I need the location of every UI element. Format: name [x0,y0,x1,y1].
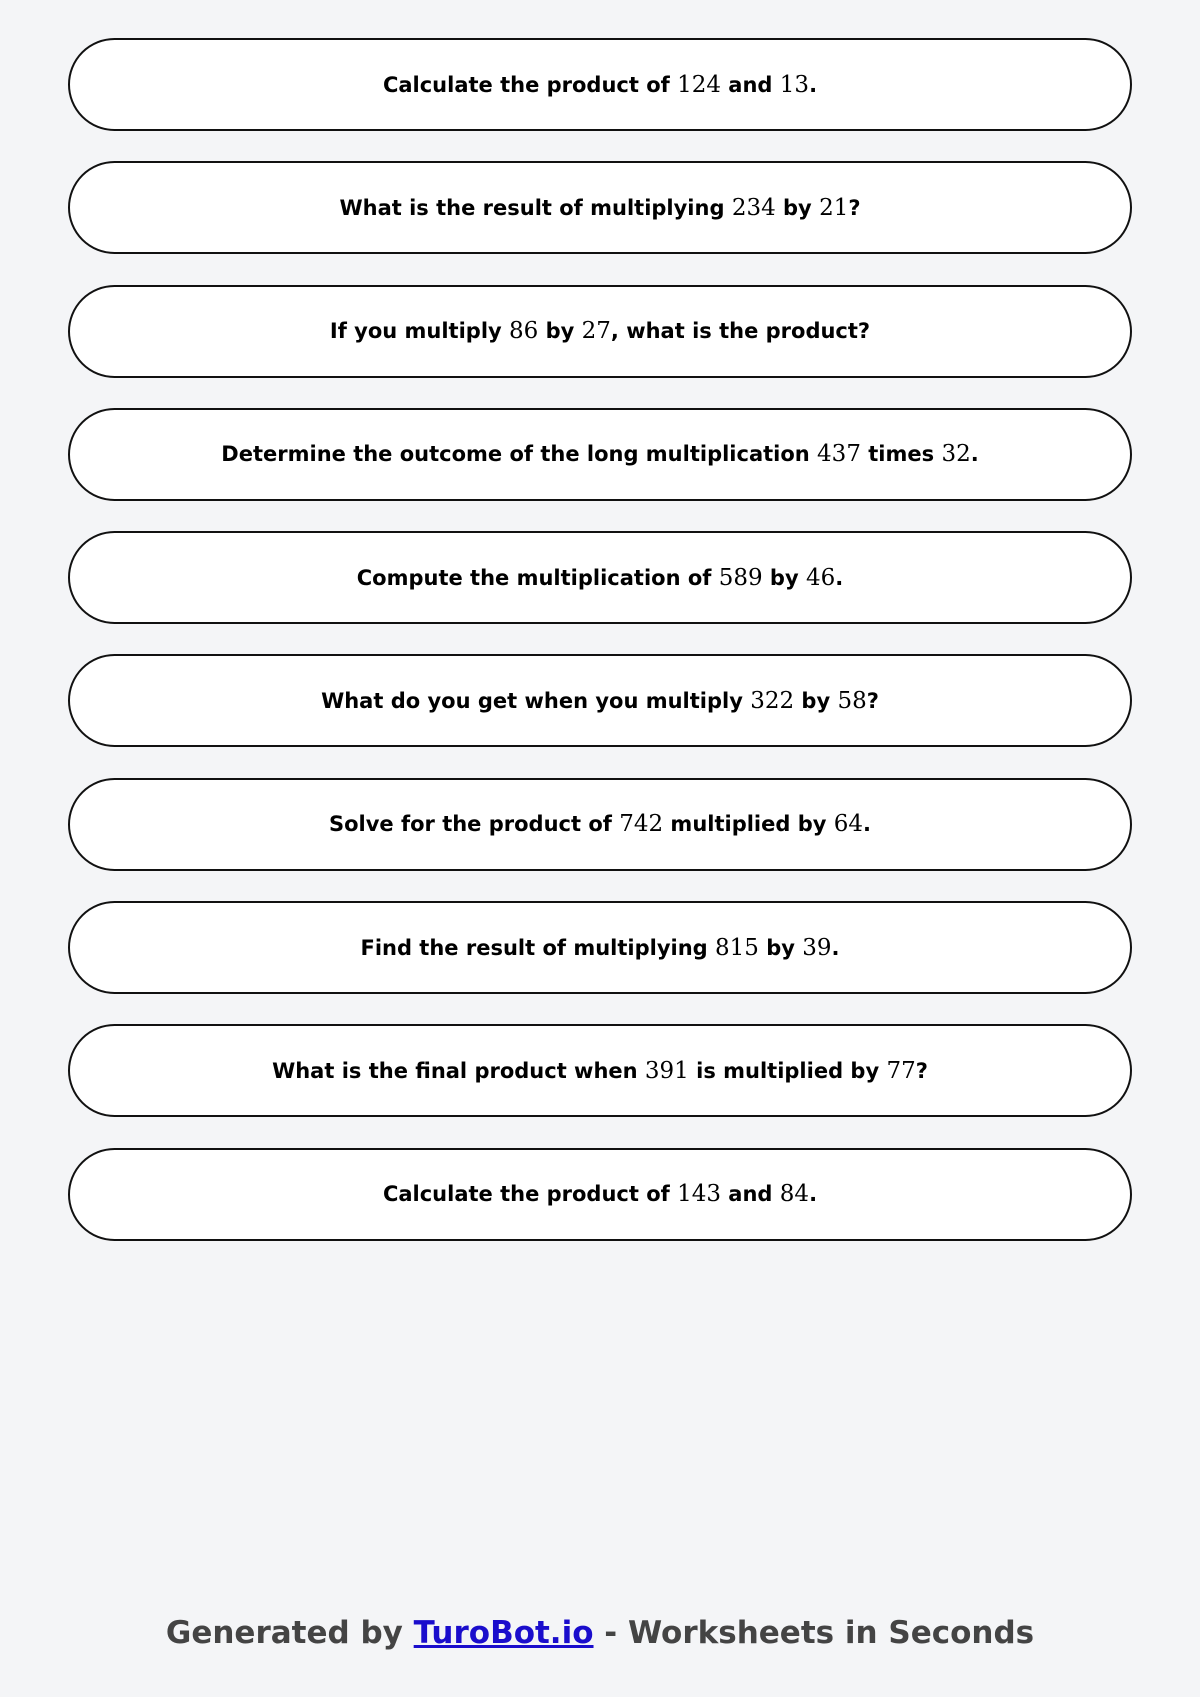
question-text-middle: by [538,319,582,344]
question-card [68,1024,1132,1117]
question-text-before: Calculate the product of [382,72,678,97]
question-number-second: 77 [886,1057,916,1084]
question-text-before: If you multiply [329,319,510,344]
question-text-middle: and [721,1182,780,1207]
question-text-middle: by [775,195,820,220]
question-card [68,531,1132,624]
question-text-before: What is the final product when [272,1058,645,1083]
question-card [68,161,1132,254]
question-card [68,901,1132,994]
question-card [68,38,1132,131]
question-text-middle: times [860,442,942,467]
question-card [68,654,1132,747]
question-number-second: 58 [837,687,867,714]
question-text-before: What do you get when you multiply [321,688,751,713]
footer-prefix: Generated by [165,1615,414,1651]
question-text-before: What is the result of multiplying [339,195,732,220]
question-number-first: 143 [677,1181,721,1208]
question-number-second: 32 [941,441,971,468]
question-number-first: 815 [715,934,759,961]
question-text-after: . [863,812,872,837]
turobot-link[interactable]: TuroBot.io [413,1615,594,1651]
question-number-second: 27 [581,318,611,345]
question-number-second: 21 [819,194,849,221]
question-text-before: Calculate the product of [382,1182,678,1207]
question-text-after: . [831,935,840,960]
question-text-before: Solve for the product of [328,812,620,837]
question-text-middle: and [721,72,780,97]
question-number-first: 86 [509,318,539,345]
question-number-first: 589 [718,564,763,591]
question-text-after: ? [866,688,879,713]
question-text-after: ? [848,195,861,220]
question-text-after: . [970,442,979,467]
footer [0,1615,1200,1651]
question-number-first: 391 [644,1057,689,1084]
question-number-second: 13 [779,71,810,98]
question-text-after: . [809,72,818,97]
question-card [68,408,1132,501]
question-text-middle: multiplied by [663,812,834,837]
question-text-after: , what is the product? [610,319,871,344]
question-text-after: . [809,1182,818,1207]
question-text-before: Compute the multiplication of [356,565,719,590]
footer-suffix: - Worksheets in Seconds [593,1615,1035,1651]
question-text-before: Find the result of multiplying [360,935,715,960]
question-number-first: 437 [817,441,861,468]
question-number-first: 322 [750,687,795,714]
question-text-after: ? [915,1058,928,1083]
question-number-second: 84 [779,1181,810,1208]
question-number-first: 742 [619,811,664,838]
question-text-after: . [835,565,844,590]
question-text-middle: is multiplied by [688,1058,887,1083]
question-text-middle: by [794,688,838,713]
question-number-first: 124 [677,71,721,98]
question-text-before: Determine the outcome of the long multiplication [221,442,818,467]
question-number-first: 234 [731,194,776,221]
question-number-second: 39 [802,934,832,961]
question-card [68,778,1132,871]
question-number-second: 46 [805,564,836,591]
question-number-second: 64 [833,811,864,838]
question-card [68,1148,1132,1241]
question-list [68,38,1132,1271]
question-text-middle: by [762,565,806,590]
question-text-middle: by [758,935,803,960]
question-card [68,285,1132,378]
